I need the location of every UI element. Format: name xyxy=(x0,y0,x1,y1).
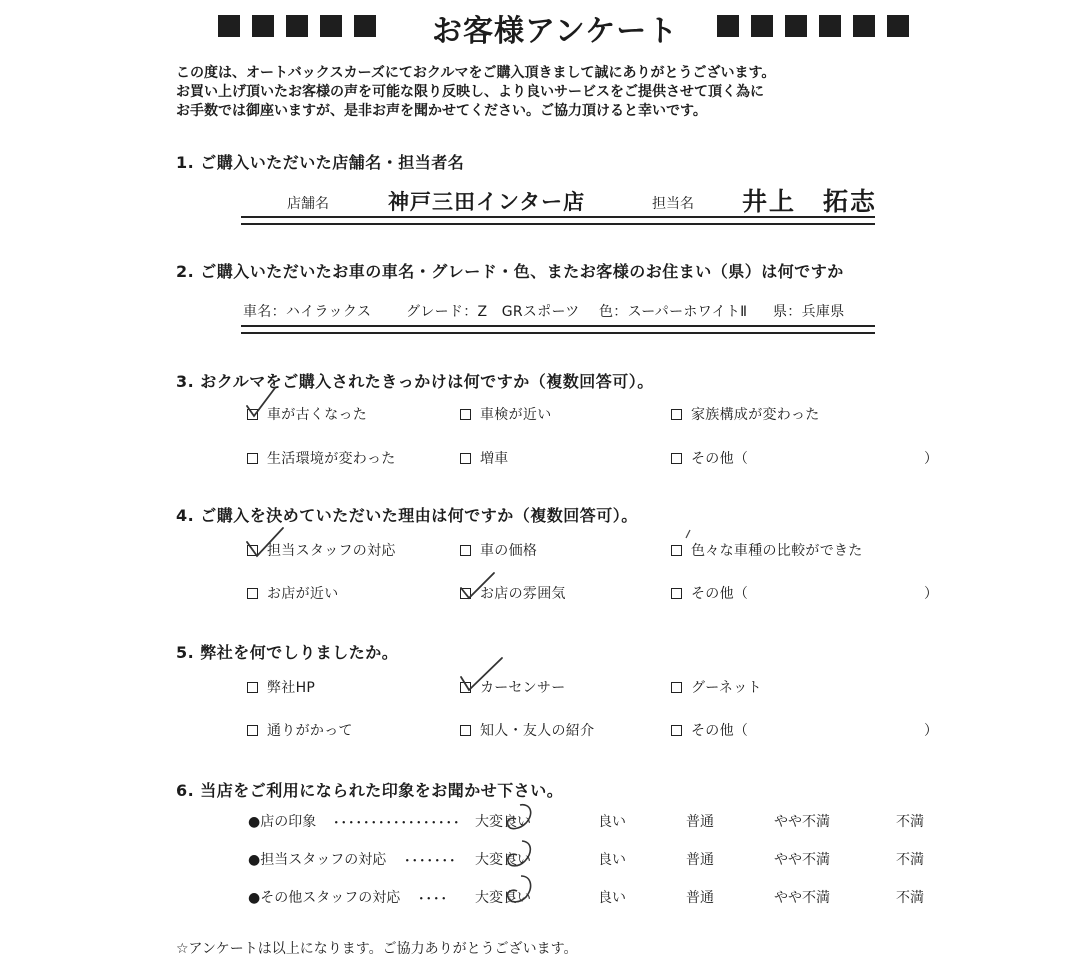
option-label: 弊社HP xyxy=(267,680,316,696)
option-label: 知人・友人の紹介 xyxy=(480,723,595,739)
car-name: 車名：ハイラックス xyxy=(243,304,372,320)
option-label: お店の雰囲気 xyxy=(480,586,566,602)
underline-divider xyxy=(241,325,875,334)
close-paren: ） xyxy=(924,451,938,467)
checkbox-icon[interactable] xyxy=(460,545,471,556)
square-mark-icon xyxy=(252,15,274,37)
rating-normal[interactable]: 普通 xyxy=(686,852,714,868)
square-mark-icon xyxy=(717,15,739,37)
underline-divider xyxy=(241,216,875,225)
store-label: 店舗名 xyxy=(287,196,329,212)
option-label: 担当スタッフの対応 xyxy=(267,543,396,559)
rating-slightly-unsatisfied[interactable]: やや不満 xyxy=(774,852,830,868)
page-title: お客様アンケート xyxy=(432,14,679,49)
option-label: 家族構成が変わった xyxy=(691,407,820,423)
q4-option-2[interactable] xyxy=(460,540,537,560)
option-label: グーネット xyxy=(691,680,762,696)
handwritten-check-icon xyxy=(458,570,498,602)
checkbox-icon[interactable] xyxy=(460,409,471,420)
q5-option-other[interactable] xyxy=(671,720,748,740)
checkbox-icon[interactable] xyxy=(671,588,682,599)
question-3: 3. おクルマをご購入されたきっかけは何ですか（複数回答可）。 xyxy=(176,372,654,391)
leader-dots: ････ xyxy=(418,892,448,907)
close-paren: ） xyxy=(924,586,938,602)
square-mark-icon xyxy=(320,15,342,37)
square-mark-icon xyxy=(887,15,909,37)
pen-mark-icon xyxy=(684,528,694,540)
option-label: お店が近い xyxy=(267,586,339,602)
intro-line-1: この度は、オートバックスカーズにておクルマをご購入頂きまして誠にありがとうございます。 xyxy=(176,65,776,81)
q5-option-1[interactable] xyxy=(247,677,315,697)
checkbox-icon[interactable] xyxy=(671,682,682,693)
option-label: その他（ xyxy=(691,451,749,467)
staff-value: 井上 拓志 xyxy=(742,187,878,216)
option-label: その他（ xyxy=(691,723,749,739)
checkbox-icon[interactable] xyxy=(247,725,258,736)
question-5: 5. 弊社を何でしりましたか。 xyxy=(176,643,399,662)
handwritten-check-icon xyxy=(244,386,278,420)
q5-option-4[interactable] xyxy=(247,720,353,740)
option-label: 生活環境が変わった xyxy=(267,451,396,467)
option-label: 車が古くなった xyxy=(267,407,368,423)
title-row xyxy=(0,4,1082,49)
checkbox-icon[interactable] xyxy=(671,453,682,464)
checkbox-icon[interactable] xyxy=(460,725,471,736)
square-mark-icon xyxy=(853,15,875,37)
handwritten-check-icon xyxy=(245,526,285,560)
handwritten-check-icon xyxy=(457,655,505,695)
checkbox-icon[interactable] xyxy=(247,682,258,693)
car-grade: グレード：Z GRスポーツ xyxy=(406,304,580,320)
car-color: 色：スーパーホワイトⅡ xyxy=(599,304,748,320)
rating-normal[interactable]: 普通 xyxy=(686,814,714,830)
leader-dots: ･･･････ xyxy=(404,854,457,869)
handwritten-circle-mark-icon xyxy=(500,801,538,835)
rating-good[interactable]: 良い xyxy=(598,852,626,868)
q3-option-2[interactable] xyxy=(460,404,552,424)
footer-note: ☆アンケートは以上になります。ご協力ありがとうございます。 xyxy=(176,941,578,957)
rating-slightly-unsatisfied[interactable]: やや不満 xyxy=(774,814,830,830)
staff-label: 担当名 xyxy=(652,196,694,212)
prefecture: 県：兵庫県 xyxy=(773,304,845,320)
rating-good[interactable]: 良い xyxy=(598,814,626,830)
rating-good[interactable]: 良い xyxy=(598,890,626,906)
square-mark-icon xyxy=(218,15,240,37)
rating-very-good[interactable]: 大変良い xyxy=(475,852,531,868)
rating-row-label: ●店の印象 xyxy=(248,814,317,830)
rating-unsatisfied[interactable]: 不満 xyxy=(896,814,924,830)
question-6: 6. 当店をご利用になられた印象をお聞かせ下さい。 xyxy=(176,781,564,800)
handwritten-circle-mark-icon xyxy=(500,872,538,908)
handwritten-circle-mark-icon xyxy=(500,838,538,872)
q5-option-3[interactable] xyxy=(671,677,762,697)
question-4: 4. ご購入を決めていただいた理由は何ですか（複数回答可）。 xyxy=(176,506,638,525)
checkbox-icon[interactable] xyxy=(247,588,258,599)
rating-row-label: ●担当スタッフの対応 xyxy=(248,852,387,868)
q4-option-3[interactable] xyxy=(671,540,863,560)
close-paren: ） xyxy=(924,723,938,739)
checkbox-icon[interactable] xyxy=(671,545,682,556)
q3-option-other[interactable] xyxy=(671,448,748,468)
option-label: 増車 xyxy=(480,451,509,467)
option-label: 車検が近い xyxy=(480,407,552,423)
option-label: その他（ xyxy=(691,586,749,602)
rating-normal[interactable]: 普通 xyxy=(686,890,714,906)
question-2: 2. ご購入いただいたお車の車名・グレード・色、またお客様のお住まい（県）は何ですか xyxy=(176,262,844,281)
square-mark-icon xyxy=(819,15,841,37)
option-label: カーセンサー xyxy=(480,680,566,696)
square-mark-icon xyxy=(286,15,308,37)
option-label: 車の価格 xyxy=(480,543,538,559)
rating-slightly-unsatisfied[interactable]: やや不満 xyxy=(774,890,830,906)
option-label: 通りがかって xyxy=(267,723,353,739)
square-mark-icon xyxy=(751,15,773,37)
rating-very-good[interactable]: 大変良い xyxy=(475,814,531,830)
q3-option-3[interactable] xyxy=(671,404,820,424)
rating-row-label: ●その他スタッフの対応 xyxy=(248,890,401,906)
question-1: 1. ご購入いただいた店舗名・担当者名 xyxy=(176,153,465,172)
leader-dots: ･････････････････ xyxy=(333,816,461,831)
rating-very-good[interactable]: 大変良い xyxy=(475,890,531,906)
checkbox-icon[interactable] xyxy=(247,453,258,464)
q4-option-other[interactable] xyxy=(671,583,748,603)
store-value: 神戸三田インター店 xyxy=(388,190,586,214)
intro-line-3: お手数では御座いますが、是非お声を聞かせてください。ご協力頂けると幸いです。 xyxy=(176,103,707,119)
q3-option-5[interactable] xyxy=(460,448,509,468)
option-label: 色々な車種の比較ができた xyxy=(691,543,863,559)
q5-option-5[interactable] xyxy=(460,720,594,740)
q4-option-4[interactable] xyxy=(247,583,339,603)
square-mark-icon xyxy=(354,15,376,37)
checkbox-icon[interactable] xyxy=(671,725,682,736)
rating-unsatisfied[interactable]: 不満 xyxy=(896,890,924,906)
checkbox-icon[interactable] xyxy=(671,409,682,420)
checkbox-icon[interactable] xyxy=(460,453,471,464)
rating-unsatisfied[interactable]: 不満 xyxy=(896,852,924,868)
intro-line-2: お買い上げ頂いたお客様の声を可能な限り反映し、より良いサービスをご提供させて頂く為に xyxy=(176,84,764,100)
q3-option-4[interactable] xyxy=(247,448,396,468)
square-mark-icon xyxy=(785,15,807,37)
